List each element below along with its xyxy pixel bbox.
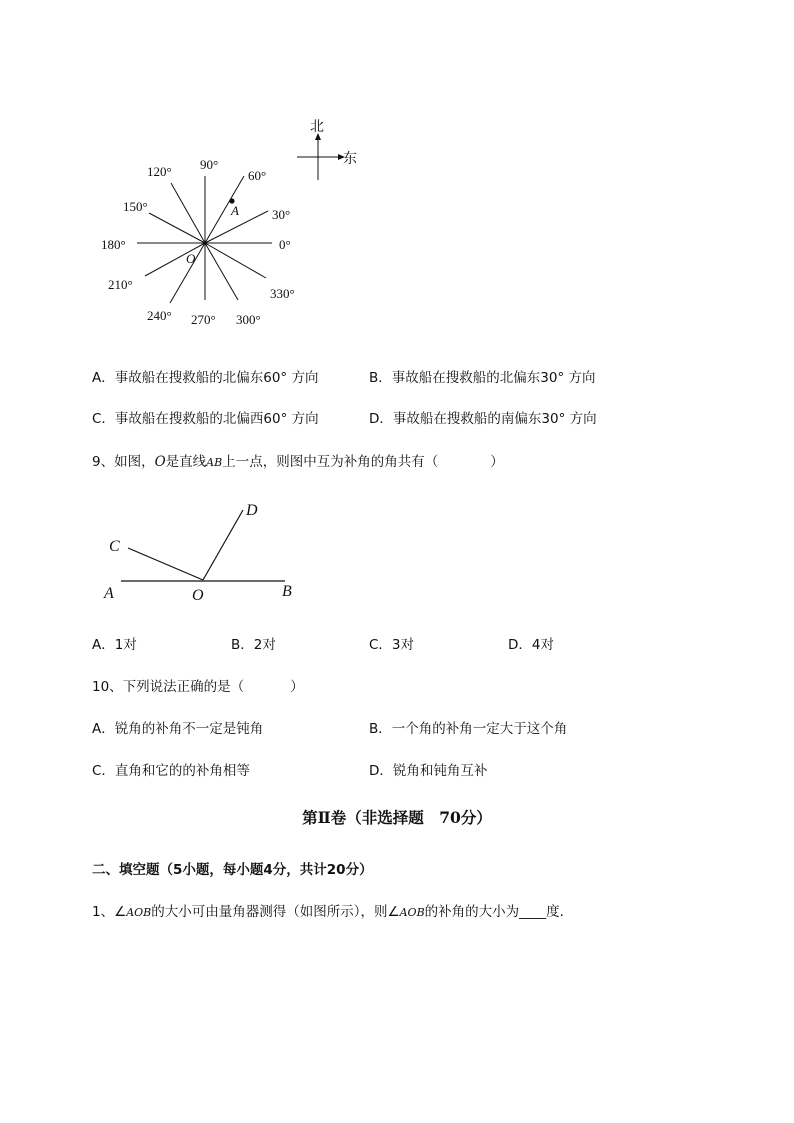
- q9-option-b: B．2对: [231, 637, 276, 653]
- angle-label-120: 120°: [147, 164, 172, 179]
- q9-number: 9、如图，: [92, 454, 155, 470]
- q10-stem-text: 10、下列说法正确的是（: [92, 679, 245, 695]
- q9-option-c: C．3对: [369, 637, 415, 653]
- part2-title: 第Ⅱ卷（非选择题 70分）: [302, 808, 492, 827]
- angle-label-210: 210°: [108, 277, 133, 292]
- q10-option-a: A．锐角的补角不一定是钝角: [92, 721, 264, 737]
- compass-figure: [90, 110, 380, 335]
- ray-od: [203, 510, 243, 580]
- north-label: 北: [310, 119, 324, 135]
- angle-label-0: 0°: [279, 237, 291, 252]
- ray-330: [205, 243, 266, 278]
- q10-end: ）: [290, 679, 304, 695]
- q9-label-a: A: [104, 585, 114, 602]
- angle-label-180: 180°: [101, 237, 126, 252]
- q9-option-a: A．1对: [92, 637, 137, 653]
- fill1-prefix: 1、∠: [92, 904, 127, 920]
- q9-option-d: D．4对: [508, 637, 554, 653]
- q10-option-b: B．一个角的补角一定大于这个角: [369, 721, 568, 737]
- fill-question-1: [92, 900, 573, 920]
- q9-line-ab: AB: [206, 456, 223, 469]
- angle-label-240: 240°: [147, 308, 172, 323]
- fill1-mid: 的大小可由量角器测得（如图所示），则∠: [151, 904, 400, 920]
- q9-point-o: O: [154, 454, 166, 470]
- fill1-angle-aob-2: AOB: [399, 906, 425, 919]
- east-label: 东: [343, 151, 357, 167]
- ray-210: [145, 243, 205, 276]
- angle-label-300: 300°: [236, 312, 261, 327]
- q10-option-d: D．锐角和钝角互补: [369, 763, 488, 779]
- fill1-angle-aob-1: AOB: [126, 906, 152, 919]
- q8-option-b: B．事故船在搜救船的北偏东30° 方向: [369, 370, 596, 386]
- q10-option-c: C．直角和它的的补角相等: [92, 763, 250, 779]
- angle-label-60: 60°: [248, 168, 267, 183]
- q8-option-c: C．事故船在搜救船的北偏西60° 方向: [92, 411, 319, 427]
- q9-label-o: O: [192, 587, 204, 604]
- q9-label-c: C: [109, 538, 120, 555]
- q9-stem: [92, 450, 504, 470]
- ray-300: [205, 243, 238, 300]
- q9-label-b: B: [282, 583, 292, 600]
- angle-label-330: 330°: [270, 286, 295, 301]
- point-a-label: A: [231, 203, 239, 218]
- ray-oc: [128, 548, 203, 580]
- q9-figure: [100, 495, 300, 605]
- q9-label-d: D: [246, 502, 258, 519]
- angle-label-30: 30°: [272, 207, 291, 222]
- q8-option-d: D．事故船在搜救船的南偏东30° 方向: [369, 411, 597, 427]
- q9-mid2: 上一点，则图中互为补角的角共有（: [222, 454, 439, 470]
- q9-mid1: 是直线: [165, 454, 207, 470]
- q9-end: ）: [490, 454, 504, 470]
- q10-stem: [92, 675, 304, 695]
- section-heading: 二、填空题（5小题，每小题4分，共计20分）: [92, 862, 373, 878]
- fill1-suffix: 的补角的大小为____度．: [424, 904, 574, 920]
- angle-label-150: 150°: [123, 199, 148, 214]
- point-o-label: O: [186, 251, 196, 266]
- angle-label-90: 90°: [200, 157, 219, 172]
- q8-option-a: A．事故船在搜救船的北偏东60° 方向: [92, 370, 319, 386]
- angle-label-270: 270°: [191, 312, 216, 327]
